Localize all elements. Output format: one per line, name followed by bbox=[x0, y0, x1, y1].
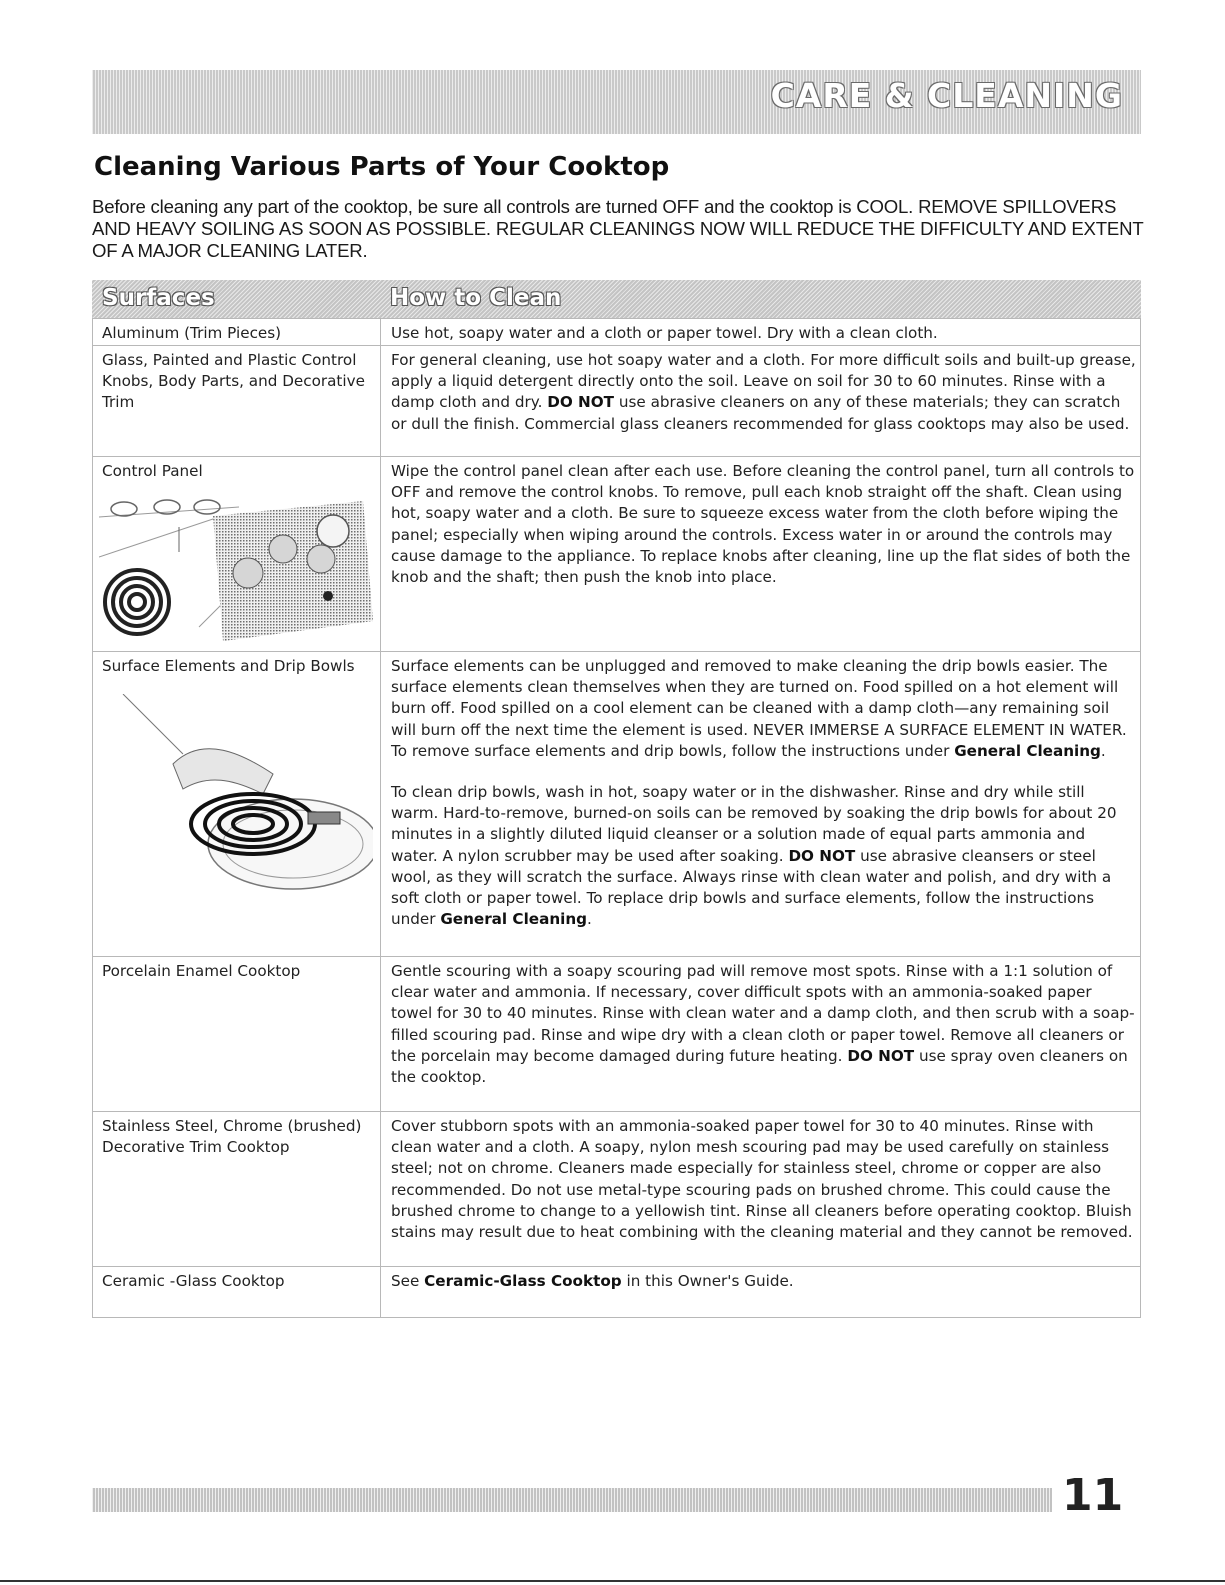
section-banner bbox=[92, 70, 1141, 134]
cleaning-instructions: Wipe the control panel clean after each use. Before cleaning the control panel, turn all controls to OFF and remove the control knobs. To remove, pull each knob straight off the shaft. Clean using hot, soapy water and a cloth. Be sure to squeeze excess water from the cloth before wiping the panel; especially when wiping around the controls. Excess water in or around the controls may cause damage to the appliance. To replace knobs after cleaning, line up the flat sides of both the knob and the shaft; then push the knob into place. bbox=[391, 462, 1135, 587]
footer-bar bbox=[92, 1488, 1052, 1512]
table-row bbox=[92, 956, 1141, 1111]
cleaning-instructions: For general cleaning, use hot soapy water and a cloth. For more difficult soils and built-up grease, apply a liquid detergent directly onto the soil. Leave on soil for 30 to 60 minutes. Rinse with a damp cloth and dry. DO NOT use abrasive cleaners on any of these materials; they can scratch or dull the finish. Commercial glass cleaners recommended for glass cooktops may also be used. bbox=[391, 351, 1136, 433]
table-row bbox=[92, 1266, 1141, 1317]
cleaning-instructions: Gentle scouring with a soapy scouring pad will remove most spots. Rinse with a 1:1 solution of clear water and ammonia. If necessary, cover difficult spots with an ammonia-soaked paper towel for 30 to 40 minutes. Rinse with clean water and a damp cloth, and then scrub with a soap-filled scouring pad. Rinse and wipe dry with a clean cloth or paper towel. Remove all cleaners or the porcelain may become damaged during future heating. DO NOT use spray oven cleaners on the cooktop. bbox=[391, 962, 1135, 1087]
cleaning-table bbox=[92, 280, 1141, 1318]
table-row bbox=[92, 1111, 1141, 1266]
drip-bowl-illustration bbox=[113, 694, 373, 894]
surface-name: Surface Elements and Drip Bowls bbox=[102, 657, 355, 675]
table-header bbox=[92, 280, 1141, 318]
cleaning-instructions: Use hot, soapy water and a cloth or paper towel. Dry with a clean cloth. bbox=[391, 324, 938, 342]
page-number: 11 bbox=[1062, 1470, 1124, 1521]
warning-text: DO NOT bbox=[547, 393, 615, 412]
reference-text: Ceramic-Glass Cooktop bbox=[424, 1272, 622, 1290]
elements-paragraph: Surface elements can be unplugged and removed to make cleaning the drip bowls easier. The surface elements clean themselves when they are turned on. Food spilled on a hot element will burn off. Food spilled on a cool element can be cleaned with a damp cloth—any remaining soil will burn off the next time the element is used. NEVER IMMERSE A SURFACE ELEMENT IN WATER. To remove surface elements and drip bowls, follow the instructions under General Cleaning. bbox=[391, 657, 1127, 760]
table-row bbox=[92, 345, 1141, 456]
warning-text: DO NOT bbox=[847, 1046, 915, 1065]
table-row bbox=[92, 651, 1141, 956]
surface-name: Ceramic -Glass Cooktop bbox=[102, 1272, 285, 1290]
surface-name: Aluminum (Trim Pieces) bbox=[102, 324, 282, 342]
cleaning-instructions bbox=[391, 656, 1136, 930]
control-knobs-illustration bbox=[213, 501, 373, 641]
surface-name: Porcelain Enamel Cooktop bbox=[102, 962, 301, 980]
warning-text: DO NOT bbox=[788, 846, 856, 865]
surface-name: Glass, Painted and Plastic Control Knobs, Body Parts, and Decorative Trim bbox=[102, 351, 365, 412]
header-surfaces: Surfaces bbox=[102, 285, 215, 311]
surface-name: Control Panel bbox=[102, 462, 203, 480]
section-title: CARE & CLEANING bbox=[770, 76, 1123, 115]
page-heading: Cleaning Various Parts of Your Cooktop bbox=[94, 152, 670, 182]
header-how-to-clean: How to Clean bbox=[390, 285, 562, 311]
surface-name: Stainless Steel, Chrome (brushed) Decorative Trim Cooktop bbox=[102, 1117, 362, 1157]
cleaning-instructions: Cover stubborn spots with an ammonia-soaked paper towel for 30 to 40 minutes. Rinse with clean water and a cloth. A soapy, nylon mesh scouring pad may be used carefully on stainless steel; not on chrome. Cleaners made especially for stainless steel, chrome or copper are also recommended. Do not use metal-type scouring pads on brushed chrome. This could cause the brushed chrome to change to a yellowish tint. Rinse all cleaners before operating cooktop. Bluish stains may result due to heat combining with the cleaning material and they cannot be removed. bbox=[391, 1117, 1133, 1242]
bottom-divider bbox=[0, 1580, 1225, 1582]
reference-text: General Cleaning bbox=[954, 741, 1101, 760]
drip-bowls-paragraph: To clean drip bowls, wash in hot, soapy water or in the dishwasher. Rinse and dry while still warm. Hard-to-remove, burned-on soils can be removed by soaking the drip bowls for about 20 minutes in a slightly diluted liquid cleanser or a solution made of equal parts ammonia and water. A nylon scrubber may be used after soaking. DO NOT use abrasive cleansers or steel wool, as they will scratch the surface. Always rinse with clean water and polish, and dry with a soft cloth or paper towel. To replace drip bowls and surface elements, follow the instructions under General Cleaning. bbox=[391, 783, 1117, 929]
reference-text: General Cleaning bbox=[440, 910, 588, 929]
table-row bbox=[92, 318, 1141, 345]
intro-paragraph: Before cleaning any part of the cooktop, be sure all controls are turned OFF and the cooktop is COOL. REMOVE SPILLOVERS AND HEAVY SOILING AS SOON AS POSSIBLE. REGULAR CLEANINGS NOW WILL REDUCE THE DIFFICULTY AND EXTENT OF A MAJOR CLEANING LATER. bbox=[92, 196, 1144, 261]
table-row bbox=[92, 456, 1141, 651]
cleaning-instructions: See Ceramic-Glass Cooktop in this Owner's Guide. bbox=[391, 1272, 794, 1290]
